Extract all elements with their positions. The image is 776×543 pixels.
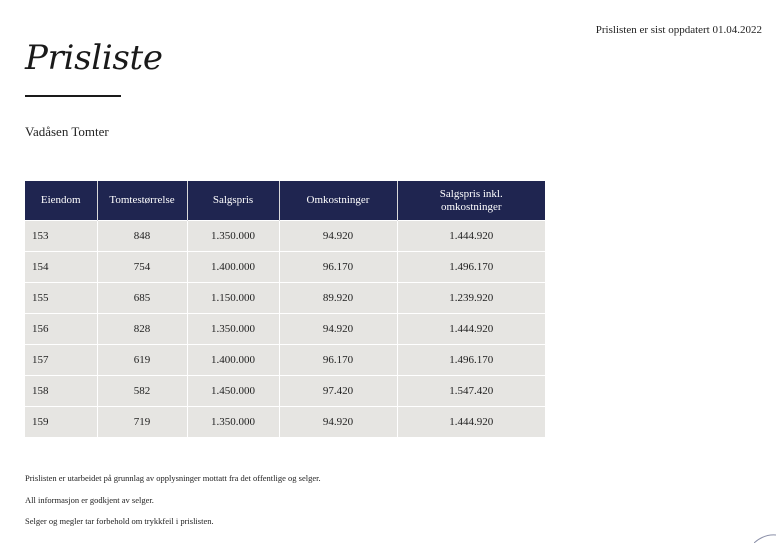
- cell-tomtestorrelse: 828: [97, 314, 187, 345]
- cell-omkostninger: 94.920: [279, 221, 397, 252]
- cell-salgspris-inkl: 1.496.170: [397, 252, 545, 283]
- cell-omkostninger: 97.420: [279, 376, 397, 407]
- column-header-omkostninger: Omkostninger: [279, 181, 397, 221]
- column-header-eiendom: Eiendom: [25, 181, 97, 221]
- cell-tomtestorrelse: 848: [97, 221, 187, 252]
- cell-salgspris-inkl: 1.496.170: [397, 345, 545, 376]
- cell-salgspris: 1.150.000: [187, 283, 279, 314]
- cell-omkostninger: 94.920: [279, 314, 397, 345]
- table-row: [25, 314, 545, 345]
- cell-omkostninger: 96.170: [279, 252, 397, 283]
- cell-tomtestorrelse: 754: [97, 252, 187, 283]
- cell-salgspris-inkl: 1.444.920: [397, 407, 545, 438]
- footnotes: [25, 468, 321, 533]
- cell-tomtestorrelse: 619: [97, 345, 187, 376]
- cell-salgspris-inkl: 1.444.920: [397, 221, 545, 252]
- cell-eiendom: 156: [25, 314, 97, 345]
- cell-salgspris: 1.400.000: [187, 345, 279, 376]
- updated-note: Prislisten er sist oppdatert 01.04.2022: [595, 24, 762, 36]
- cell-salgspris-inkl: 1.444.920: [397, 314, 545, 345]
- cell-salgspris: 1.350.000: [187, 314, 279, 345]
- cell-eiendom: 157: [25, 345, 97, 376]
- cell-omkostninger: 89.920: [279, 283, 397, 314]
- page-title: Prisliste: [25, 38, 163, 78]
- cell-omkostninger: 96.170: [279, 345, 397, 376]
- cell-salgspris-inkl: 1.239.920: [397, 283, 545, 314]
- cell-salgspris: 1.400.000: [187, 252, 279, 283]
- price-table: [25, 181, 545, 437]
- column-header-tomtestorrelse: Tomtestørrelse: [97, 181, 187, 221]
- corner-decoration-icon: [754, 533, 776, 543]
- cell-tomtestorrelse: 685: [97, 283, 187, 314]
- cell-eiendom: 159: [25, 407, 97, 438]
- table-header-row: [25, 181, 545, 221]
- cell-tomtestorrelse: 719: [97, 407, 187, 438]
- column-header-salgspris: Salgspris: [187, 181, 279, 221]
- table-row: [25, 345, 545, 376]
- cell-eiendom: 158: [25, 376, 97, 407]
- table-row: [25, 252, 545, 283]
- table-row: [25, 221, 545, 252]
- cell-tomtestorrelse: 582: [97, 376, 187, 407]
- cell-salgspris: 1.450.000: [187, 376, 279, 407]
- cell-eiendom: 154: [25, 252, 97, 283]
- footnote-approval: All informasjon er godkjent av selger.: [25, 494, 154, 505]
- title-underline: [25, 95, 121, 97]
- cell-eiendom: 155: [25, 283, 97, 314]
- cell-salgspris: 1.350.000: [187, 221, 279, 252]
- project-name: Vadåsen Tomter: [25, 124, 109, 139]
- footnote-source: Prislisten er utarbeidet på grunnlag av opplysninger mottatt fra det offentlige og selger.: [25, 473, 321, 483]
- column-header-salgspris-inkl: Salgspris inkl. omkostninger: [397, 181, 545, 221]
- table-row: [25, 283, 545, 314]
- cell-salgspris-inkl: 1.547.420: [397, 376, 545, 407]
- table-row: [25, 407, 545, 438]
- cell-salgspris: 1.350.000: [187, 407, 279, 438]
- cell-omkostninger: 94.920: [279, 407, 397, 438]
- cell-eiendom: 153: [25, 221, 97, 252]
- footnote-disclaimer: Selger og megler tar forbehold om trykkfeil i prislisten.: [25, 516, 214, 526]
- table-row: [25, 376, 545, 407]
